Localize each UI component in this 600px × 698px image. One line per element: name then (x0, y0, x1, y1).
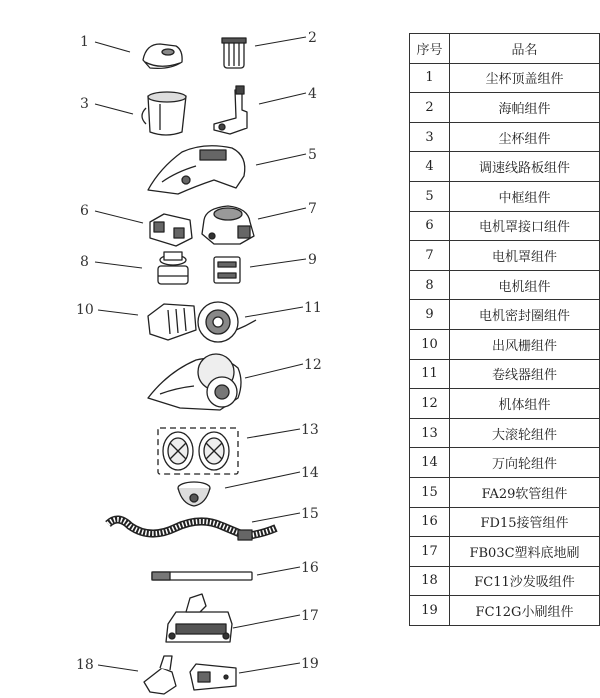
callout-1: 1 (80, 34, 89, 50)
row-number: 1 (410, 63, 450, 93)
row-number: 15 (410, 477, 450, 507)
row-name: 卷线器组件 (450, 359, 600, 389)
row-number: 13 (410, 418, 450, 448)
row-name: 电机密封圈组件 (450, 300, 600, 330)
callout-18: 18 (76, 657, 94, 673)
part-motor-cover-interface (150, 214, 192, 246)
table-row (410, 477, 600, 507)
part-cord-reel (198, 302, 256, 342)
row-name: 大滚轮组件 (450, 418, 600, 448)
row-number: 2 (410, 93, 450, 123)
table-row (410, 329, 600, 359)
part-motor-seal (214, 257, 240, 283)
row-number: 10 (410, 329, 450, 359)
row-number: 18 (410, 566, 450, 596)
callout-15: 15 (301, 506, 319, 522)
row-number: 9 (410, 300, 450, 330)
table-row (410, 270, 600, 300)
callout-6: 6 (80, 203, 89, 219)
row-name: FA29软管组件 (450, 477, 600, 507)
callout-4: 4 (308, 86, 317, 102)
callout-13: 13 (301, 422, 319, 438)
row-number: 16 (410, 507, 450, 537)
part-dust-cup-cover (143, 44, 182, 68)
row-number: 11 (410, 359, 450, 389)
table-row (410, 537, 600, 567)
table-row (410, 418, 600, 448)
row-name: 尘杯组件 (450, 122, 600, 152)
row-number: 12 (410, 389, 450, 419)
callout-14: 14 (301, 465, 319, 481)
table-row (410, 389, 600, 419)
row-name: FC11沙发吸组件 (450, 566, 600, 596)
column-header-number: 序号 (410, 34, 450, 64)
part-sofa-nozzle (144, 656, 176, 694)
callout-11: 11 (304, 300, 322, 316)
row-number: 8 (410, 270, 450, 300)
callout-2: 2 (308, 30, 317, 46)
parts-list-table (409, 33, 600, 626)
row-name: 电机罩组件 (450, 241, 600, 271)
table-row (410, 63, 600, 93)
callout-19: 19 (301, 656, 319, 672)
part-hose (108, 519, 276, 540)
table-row (410, 122, 600, 152)
part-hepa-filter (222, 38, 246, 68)
row-name: FD15接管组件 (450, 507, 600, 537)
column-header-name: 品名 (450, 34, 600, 64)
row-number: 5 (410, 181, 450, 211)
part-body (148, 354, 241, 410)
table-row (410, 152, 600, 182)
table-row (410, 507, 600, 537)
callout-7: 7 (308, 201, 317, 217)
row-name: 出风栅组件 (450, 329, 600, 359)
row-number: 3 (410, 122, 450, 152)
row-name: 机体组件 (450, 389, 600, 419)
row-name: 电机组件 (450, 270, 600, 300)
row-name: FC12G小刷组件 (450, 596, 600, 626)
part-speed-control-board (214, 86, 247, 134)
callout-12: 12 (304, 357, 322, 373)
table-row (410, 241, 600, 271)
callout-10: 10 (76, 302, 94, 318)
row-number: 17 (410, 537, 450, 567)
part-small-brush (190, 664, 236, 690)
row-name: 中框组件 (450, 181, 600, 211)
part-large-wheels (158, 428, 238, 474)
part-caster-wheel (178, 482, 210, 506)
part-extension-tube (152, 572, 252, 580)
row-name: FB03C塑料底地刷 (450, 537, 600, 567)
table-row (410, 211, 600, 241)
part-motor (158, 252, 188, 284)
part-middle-frame (148, 146, 245, 194)
callout-5: 5 (308, 147, 317, 163)
part-motor-cover (202, 206, 254, 244)
row-number: 7 (410, 241, 450, 271)
row-number: 19 (410, 596, 450, 626)
row-number: 4 (410, 152, 450, 182)
table-row (410, 359, 600, 389)
row-name: 海帕组件 (450, 93, 600, 123)
callout-8: 8 (80, 254, 89, 270)
callout-3: 3 (80, 96, 89, 112)
part-floor-brush (166, 594, 232, 642)
row-name: 调速线路板组件 (450, 152, 600, 182)
table-row (410, 93, 600, 123)
table-row (410, 181, 600, 211)
table-row (410, 448, 600, 478)
table-row (410, 596, 600, 626)
table-row (410, 566, 600, 596)
row-number: 6 (410, 211, 450, 241)
row-name: 万向轮组件 (450, 448, 600, 478)
callout-17: 17 (301, 608, 319, 624)
table-row (410, 300, 600, 330)
callout-9: 9 (308, 252, 317, 268)
row-number: 14 (410, 448, 450, 478)
part-air-outlet-grille (148, 304, 196, 340)
row-name: 尘杯顶盖组件 (450, 63, 600, 93)
row-name: 电机罩接口组件 (450, 211, 600, 241)
part-dust-cup (142, 92, 186, 135)
table-header-row (410, 34, 600, 64)
callout-16: 16 (301, 560, 319, 576)
